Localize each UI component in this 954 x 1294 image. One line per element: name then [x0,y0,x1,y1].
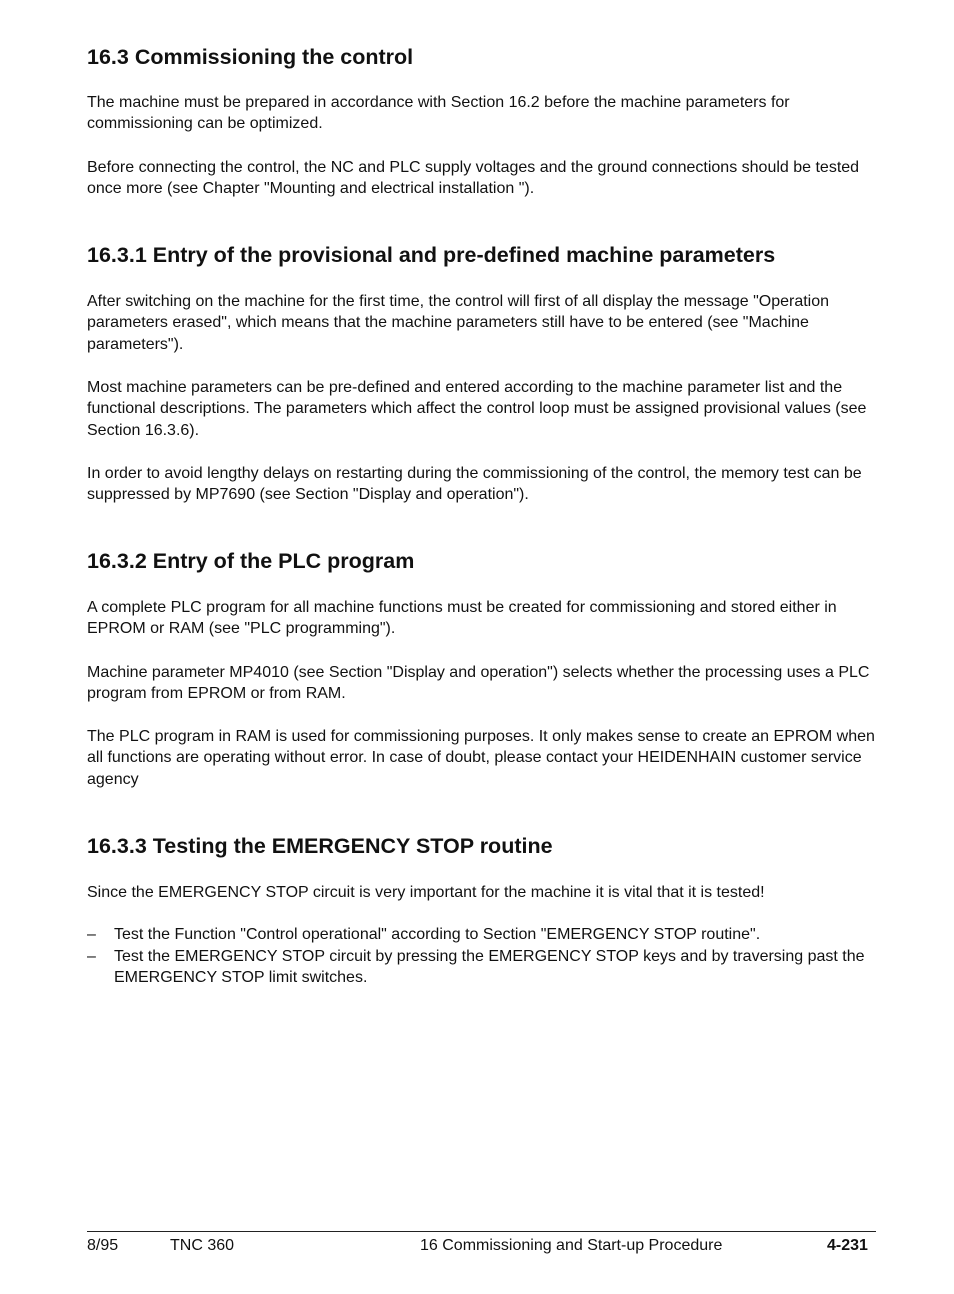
list-item-text: Test the Function "Control operational" according to Section "EMERGENCY STOP routine". [114,926,761,943]
paragraph: Since the EMERGENCY STOP circuit is very important for the machine it is vital that it is tested! [87,884,765,901]
paragraph: The PLC program in RAM is used for commissioning purposes. It only makes sense to create an EPROM when all functions are operating without error. In case of doubt, please contact your HEIDENHAIN customer service agency [87,728,875,788]
section-title-16-3-3: 16.3.3 Testing the EMERGENCY STOP routine [87,834,553,858]
footer-product: TNC 360 [170,1237,235,1254]
paragraph: The machine must be prepared in accordance with Section 16.2 before the machine parameters for commissioning can be optimized. [87,94,790,133]
section-title-16-3-1: 16.3.1 Entry of the provisional and pre-defined machine parameters [87,243,776,267]
paragraph: Machine parameter MP4010 (see Section "Display and operation") selects whether the processing uses a PLC program from EPROM or from RAM. [87,664,870,703]
section-title-16-3-2: 16.3.2 Entry of the PLC program [87,549,415,573]
paragraph: Most machine parameters can be pre-defined and entered according to the machine parameter list and the functional descriptions. The parameters which affect the control loop must be assigned provisional values (see Section 16.3.6). [87,379,867,439]
list-item [87,946,877,989]
paragraph: In order to avoid lengthy delays on restarting during the commissioning of the control, the memory test can be suppressed by MP7690 (see Section "Display and operation"). [87,465,862,504]
paragraph: Before connecting the control, the NC and PLC supply voltages and the ground connections should be tested once more (see Chapter "Mounting and electrical installation "). [87,159,860,198]
paragraph: After switching on the machine for the first time, the control will first of all display the message "Operation parameters erased", which means that the machine parameters still have to be entered (see "Machine parameters"). [87,293,830,353]
footer-page-number: 4-231 [827,1237,868,1254]
bullet-dash: – [87,947,96,965]
footer-date: 8/95 [87,1237,119,1254]
paragraph: A complete PLC program for all machine functions must be created for commissioning and stored either in EPROM or RAM (see "PLC programming"). [87,599,837,638]
bullet-list [87,924,877,989]
section-title-16-3: 16.3 Commissioning the control [87,45,414,69]
list-item [87,924,877,945]
footer-chapter: 16 Commissioning and Start-up Procedure [420,1237,723,1254]
bullet-dash: – [87,926,96,943]
list-item-text: Test the EMERGENCY STOP circuit by pressing the EMERGENCY STOP keys and by traversing past the EMERGENCY STOP limit switches. [114,947,865,987]
footer-divider [87,1231,876,1232]
